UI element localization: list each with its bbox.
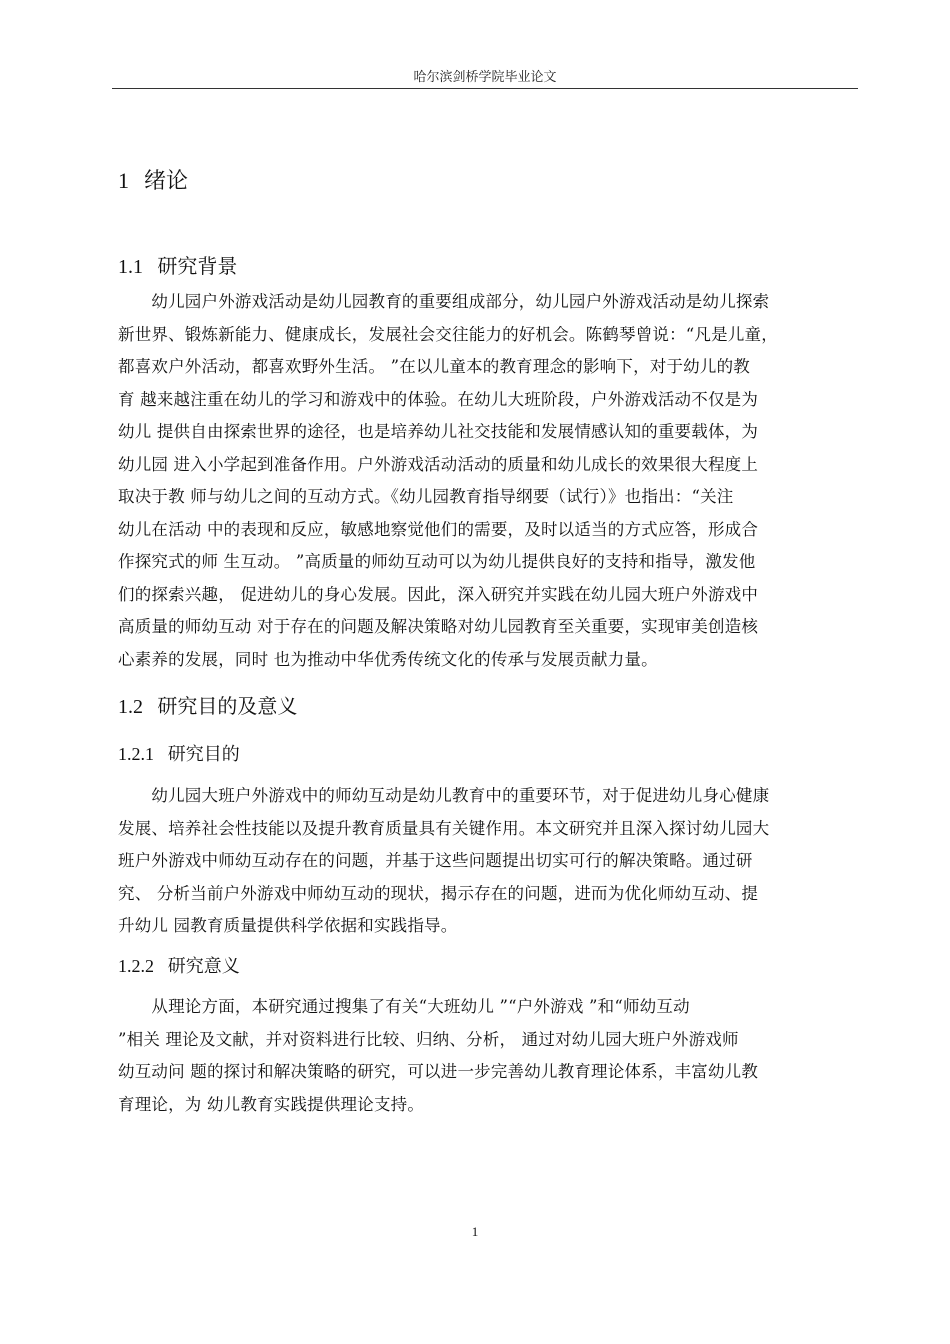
text-line: 们的探索兴趣， 促进幼儿的身心发展。因此，深入研究并实践在幼儿园大班户外游戏中 bbox=[118, 584, 759, 604]
text-line: 升幼儿 园教育质量提供科学依据和实践指导。 bbox=[118, 916, 458, 935]
text-line: 幼互动问 题的探讨和解决策略的研究，可以进一步完善幼儿教育理论体系，丰富幼儿教 bbox=[118, 1062, 759, 1081]
section-heading-1-2 bbox=[118, 690, 297, 719]
text-line: 取决于教 师与幼儿之间的互动方式。《幼儿园教育指导纲要（试行）》也指出：“关注 bbox=[118, 487, 734, 506]
text-line: 高质量的师幼互动 对于存在的问题及解决策略对幼儿园教育至关重要，实现审美创造核 bbox=[118, 617, 759, 636]
subsection-title: 研究意义 bbox=[167, 956, 240, 977]
paragraph-research-background bbox=[118, 286, 864, 676]
running-header: 哈尔滨剑桥学院毕业论文 bbox=[413, 70, 557, 85]
section-title: 研究目的及意义 bbox=[157, 694, 298, 718]
subsection-number: 1.2.1 bbox=[118, 744, 154, 764]
text-line: 究、 分析当前户外游戏中师幼互动的现状，揭示存在的问题，进而为优化师幼互动、提 bbox=[118, 883, 759, 903]
subsection-heading-1-2-1 bbox=[118, 740, 240, 766]
chapter-number: 1 bbox=[118, 168, 129, 193]
text-line: 都喜欢户外活动，都喜欢野外生活。 ”在以儿童本的教育理念的影响下，对于幼儿的教 bbox=[118, 357, 750, 376]
text-line: 班户外游戏中师幼互动存在的问题，并基于这些问题提出切实可行的解决策略。通过研 bbox=[118, 851, 753, 870]
text-line: 幼儿园 进入小学起到准备作用。户外游戏活动活动的质量和幼儿成长的效果很大程度上 bbox=[118, 454, 759, 474]
page-number: 1 bbox=[471, 1224, 479, 1239]
text-line: 育 越来越注重在幼儿的学习和游戏中的体验。在幼儿大班阶段，户外游戏活动不仅是为 bbox=[118, 389, 759, 409]
text-line: ”相关 理论及文献，并对资料进行比较、归纳、分析， 通过对幼儿园大班户外游戏师 bbox=[118, 1029, 739, 1049]
text-line: 幼儿在活动 中的表现和反应，敏感地察觉他们的需要，及时以适当的方式应答，形成合 bbox=[118, 519, 759, 539]
text-line: 作探究式的师 生互动。 ”高质量的师幼互动可以为幼儿提供良好的支持和指导，激发他 bbox=[118, 552, 756, 571]
subsection-number: 1.2.2 bbox=[118, 956, 154, 976]
text-line: 从理论方面，本研究通过搜集了有关“大班幼儿 ”“户外游戏 ”和“师幼互动 bbox=[118, 997, 690, 1016]
text-line: 新世界、锻炼新能力、健康成长，发展社会交往能力的好机会。陈鹤琴曾说：“凡是儿童， bbox=[118, 324, 778, 344]
paragraph-research-significance bbox=[118, 991, 864, 1121]
section-number: 1.2 bbox=[118, 696, 143, 718]
section-number: 1.1 bbox=[118, 256, 143, 278]
chapter-title: 绪论 bbox=[144, 169, 189, 194]
text-line: 幼儿园大班户外游戏中的师幼互动是幼儿教育中的重要环节，对于促进幼儿身心健康 bbox=[118, 786, 770, 805]
text-line: 育理论，为 幼儿教育实践提供理论支持。 bbox=[118, 1094, 425, 1114]
text-line: 幼儿园户外游戏活动是幼儿园教育的重要组成部分，幼儿园户外游戏活动是幼儿探索 bbox=[118, 292, 770, 311]
subsection-heading-1-2-2 bbox=[118, 952, 240, 978]
header-rule bbox=[112, 88, 858, 89]
paragraph-research-purpose bbox=[118, 780, 864, 943]
text-line: 发展、培养社会性技能以及提升教育质量具有关键作用。本文研究并且深入探讨幼儿园大 bbox=[118, 818, 770, 838]
text-line: 幼儿 提供自由探索世界的途径，也是培养幼儿社交技能和发展情感认知的重要载体，为 bbox=[118, 422, 759, 441]
chapter-heading bbox=[118, 164, 188, 195]
section-title: 研究背景 bbox=[157, 254, 238, 278]
text-line: 心素养的发展，同时 也为推动中华优秀传统文化的传承与发展贡献力量。 bbox=[118, 649, 658, 669]
subsection-title: 研究目的 bbox=[167, 744, 240, 765]
section-heading-1-1 bbox=[118, 250, 237, 279]
